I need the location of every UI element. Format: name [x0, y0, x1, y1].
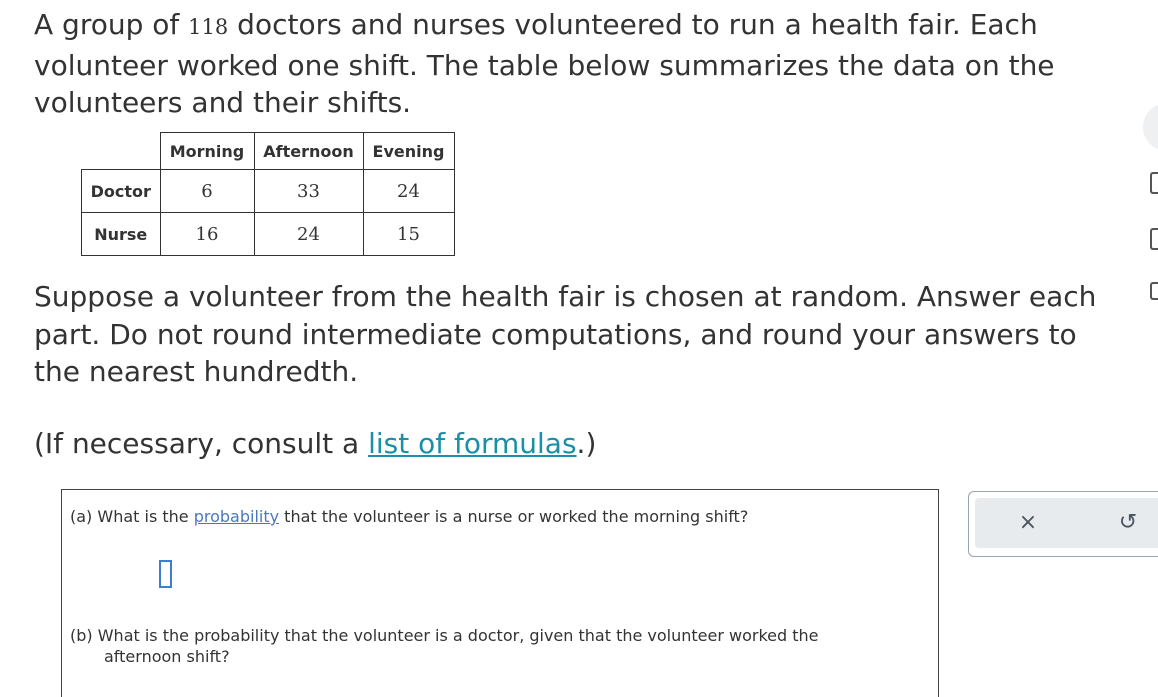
cell-nurse-evening: 15: [363, 213, 454, 256]
header-afternoon: Afternoon: [254, 133, 363, 170]
problem-intro: [34, 6, 1114, 122]
answer-a-input[interactable]: [159, 560, 172, 588]
cell-nurse-afternoon: 24: [254, 213, 363, 256]
formulas-note: [34, 425, 596, 463]
answer-box: [61, 489, 939, 697]
side-tab-background: [1143, 103, 1158, 151]
tool-bar: [975, 498, 1158, 548]
cell-nurse-morning: 16: [160, 213, 254, 256]
instructions: Suppose a volunteer from the health fair is chosen at random. Answer each part. Do not round intermediate computations, and round your answers to the nearest hundredth.: [34, 280, 1097, 388]
cell-doctor-afternoon: 33: [254, 170, 363, 213]
header-evening: Evening: [363, 133, 454, 170]
question-b: [70, 625, 890, 667]
table-row: [82, 213, 455, 256]
clear-icon[interactable]: ×: [1018, 510, 1038, 535]
side-tab-icon[interactable]: [1150, 172, 1158, 194]
question-a-suffix: that the volunteer is a nurse or worked the morning shift?: [279, 507, 749, 526]
question-a: [70, 506, 748, 527]
formulas-prefix: (If necessary, consult a: [34, 427, 369, 460]
cell-doctor-evening: 24: [363, 170, 454, 213]
intro-after: doctors and nurses volunteered to run a health fair. Each volunteer worked one shift. The table below summarizes the data on the volunteers and their shifts.: [34, 8, 1055, 119]
side-tab-icon[interactable]: [1150, 282, 1158, 300]
cell-doctor-morning: 6: [160, 170, 254, 213]
table-row: [82, 170, 455, 213]
question-b-line2: afternoon shift?: [104, 647, 230, 666]
probability-link[interactable]: probability: [193, 507, 280, 526]
undo-icon[interactable]: ↺: [1118, 510, 1138, 535]
question-a-prefix: (a) What is the: [70, 507, 194, 526]
formulas-link[interactable]: list of formulas: [368, 427, 577, 460]
table-corner: [82, 133, 161, 170]
header-morning: Morning: [160, 133, 254, 170]
side-tab-icon[interactable]: [1150, 228, 1158, 250]
row-label-doctor: Doctor: [82, 170, 161, 213]
answer-tools: [968, 491, 1158, 557]
question-b-line1: (b) What is the probability that the volunteer is a doctor, given that the volunteer worked the: [70, 626, 819, 645]
shift-table: [81, 132, 455, 256]
volunteer-count: 118: [188, 15, 229, 39]
formulas-suffix: .): [576, 427, 597, 460]
row-label-nurse: Nurse: [82, 213, 161, 256]
intro-before: A group of: [34, 8, 189, 41]
